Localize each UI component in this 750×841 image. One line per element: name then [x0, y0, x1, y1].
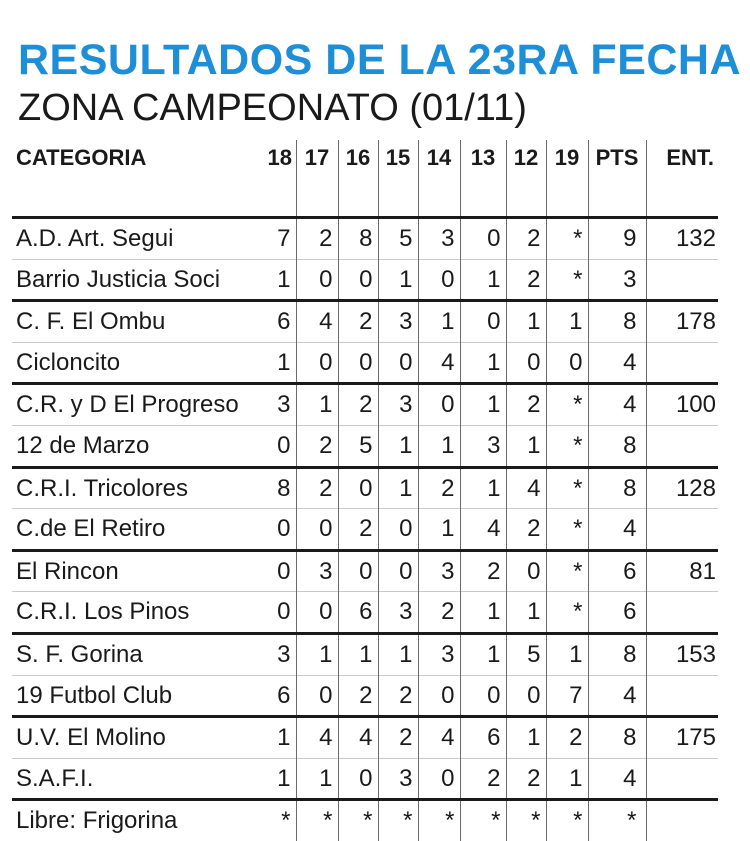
score-cell: *	[281, 807, 291, 835]
score-cell: 2	[296, 218, 338, 260]
tickets-cell	[646, 758, 718, 800]
score-cell: 6	[277, 681, 291, 709]
score-cell: 0	[277, 515, 291, 543]
score-cell: 1	[546, 633, 588, 675]
score-cell: 0	[296, 509, 338, 551]
score-cell: *	[506, 800, 546, 841]
score-cell: 1	[378, 467, 418, 509]
table-row	[12, 259, 718, 301]
tickets-cell	[646, 259, 718, 301]
score-cell: 0	[460, 675, 506, 717]
score-cell: 0	[418, 675, 460, 717]
score-cell: 2	[460, 550, 506, 592]
score-cell: 0	[277, 431, 291, 459]
score-cell: 1	[460, 633, 506, 675]
score-cell: *	[338, 800, 378, 841]
team-name-cell: A.D. Art. Segui	[16, 225, 174, 252]
team-name-cell: 19 Futbol Club	[16, 681, 173, 709]
team-name-cell: U.V. El Molino	[16, 724, 166, 752]
score-cell: 0	[338, 342, 378, 384]
tickets-cell	[646, 675, 718, 717]
score-cell: 4	[418, 717, 460, 759]
score-cell: 3	[378, 758, 418, 800]
points-cell: *	[588, 800, 646, 841]
score-cell: 0	[418, 384, 460, 426]
team-name-cell: S. F. Gorina	[16, 640, 143, 668]
score-cell: 3	[277, 640, 291, 668]
score-cell: 6	[338, 592, 378, 634]
score-cell: *	[546, 800, 588, 841]
team-name-cell: C.R.I. Los Pinos	[16, 598, 190, 626]
score-cell: 1	[506, 717, 546, 759]
score-cell: 4	[418, 342, 460, 384]
score-cell: 1	[277, 348, 291, 376]
score-cell: 0	[338, 259, 378, 301]
page-subtitle: ZONA CAMPEONATO (01/11)	[18, 87, 527, 129]
table-row	[12, 342, 718, 384]
score-cell: 4	[296, 301, 338, 343]
tickets-cell: 178	[646, 301, 718, 343]
score-cell: 2	[506, 384, 546, 426]
table-row	[12, 717, 718, 759]
score-cell: 1	[460, 467, 506, 509]
score-cell: 7	[277, 225, 291, 252]
points-cell: 4	[588, 342, 646, 384]
tickets-cell	[646, 509, 718, 551]
tickets-cell	[646, 425, 718, 467]
team-name-cell: Libre: Frigorina	[16, 807, 178, 835]
score-cell: 0	[338, 758, 378, 800]
table-row	[12, 800, 718, 841]
team-name-cell: C.R.I. Tricolores	[16, 474, 189, 502]
score-cell: 4	[460, 509, 506, 551]
tickets-cell: 128	[646, 467, 718, 509]
score-cell: 1	[296, 758, 338, 800]
score-cell: 6	[460, 717, 506, 759]
column-header: 15	[378, 140, 418, 218]
points-cell: 3	[588, 259, 646, 301]
table-row	[12, 550, 718, 592]
column-header: ENT.	[646, 140, 718, 218]
score-cell: 2	[338, 384, 378, 426]
table-row	[12, 301, 718, 343]
score-cell: 2	[506, 259, 546, 301]
score-cell: 6	[277, 308, 291, 336]
tickets-cell: 100	[646, 384, 718, 426]
score-cell: *	[546, 509, 588, 551]
column-header: PTS	[588, 140, 646, 218]
page-title: RESULTADOS DE LA 23RA FECHA	[18, 36, 742, 84]
team-name-cell: El Rincon	[16, 557, 119, 585]
score-cell: 2	[506, 218, 546, 260]
score-cell: 3	[418, 218, 460, 260]
score-cell: 1	[460, 592, 506, 634]
score-cell: 1	[378, 633, 418, 675]
column-header: 17	[296, 140, 338, 218]
score-cell: *	[546, 259, 588, 301]
score-cell: *	[546, 425, 588, 467]
score-cell: 5	[378, 218, 418, 260]
score-cell: 0	[506, 675, 546, 717]
score-cell: 2	[378, 675, 418, 717]
score-cell: 2	[296, 467, 338, 509]
score-cell: 2	[338, 301, 378, 343]
score-cell: 2	[506, 758, 546, 800]
score-cell: 2	[418, 467, 460, 509]
score-cell: 4	[506, 467, 546, 509]
team-name-cell: 12 de Marzo	[16, 431, 150, 459]
tickets-cell: 175	[646, 717, 718, 759]
column-header: 12	[506, 140, 546, 218]
table-row	[12, 675, 718, 717]
score-cell: 4	[338, 717, 378, 759]
table-row	[12, 384, 718, 426]
score-cell: 1	[546, 301, 588, 343]
score-cell: 1	[418, 425, 460, 467]
score-cell: 2	[506, 509, 546, 551]
score-cell: 2	[460, 758, 506, 800]
points-cell: 4	[588, 675, 646, 717]
score-cell: 1	[378, 259, 418, 301]
score-cell: 1	[277, 724, 291, 752]
points-cell: 6	[588, 550, 646, 592]
tickets-cell	[646, 342, 718, 384]
score-cell: 1	[378, 425, 418, 467]
score-cell: *	[546, 218, 588, 260]
column-header: 13	[460, 140, 506, 218]
score-cell: *	[460, 800, 506, 841]
column-header: CATEGORIA	[16, 145, 147, 170]
score-cell: 1	[506, 592, 546, 634]
tickets-cell	[646, 592, 718, 634]
score-cell: 3	[378, 384, 418, 426]
score-cell: 8	[277, 474, 291, 502]
score-cell: 0	[378, 509, 418, 551]
score-cell: 1	[460, 384, 506, 426]
score-cell: *	[546, 592, 588, 634]
score-cell: 8	[338, 218, 378, 260]
tickets-cell: 132	[646, 218, 718, 260]
score-cell: 0	[378, 342, 418, 384]
results-table	[12, 140, 718, 841]
score-cell: 1	[546, 758, 588, 800]
score-cell: *	[378, 800, 418, 841]
score-cell: 3	[460, 425, 506, 467]
score-cell: 2	[296, 425, 338, 467]
team-name-cell: Barrio Justicia Soci	[16, 265, 221, 293]
score-cell: 7	[546, 675, 588, 717]
score-cell: 3	[296, 550, 338, 592]
points-cell: 8	[588, 717, 646, 759]
table-row	[12, 218, 718, 260]
team-name-cell: C.R. y D El Progreso	[16, 391, 239, 419]
score-cell: 1	[277, 265, 291, 293]
points-cell: 8	[588, 467, 646, 509]
score-cell: 3	[418, 633, 460, 675]
score-cell: 2	[338, 509, 378, 551]
team-name-cell: C. F. El Ombu	[16, 308, 166, 336]
score-cell: 0	[460, 218, 506, 260]
score-cell: 0	[506, 342, 546, 384]
team-name-cell: S.A.F.I.	[16, 764, 94, 792]
table-header-row	[12, 140, 718, 218]
points-cell: 8	[588, 301, 646, 343]
table-row	[12, 592, 718, 634]
tickets-cell	[646, 800, 718, 841]
score-cell: *	[546, 467, 588, 509]
table-row	[12, 633, 718, 675]
score-cell: 5	[338, 425, 378, 467]
team-name-cell: C.de El Retiro	[16, 515, 166, 543]
score-cell: 4	[296, 717, 338, 759]
score-cell: 1	[296, 384, 338, 426]
results-table-body	[12, 218, 718, 841]
score-cell: 0	[296, 592, 338, 634]
score-cell: 1	[506, 301, 546, 343]
score-cell: 0	[277, 598, 291, 626]
team-name-cell: Cicloncito	[16, 348, 121, 376]
score-cell: 1	[277, 764, 291, 792]
score-cell: 0	[338, 550, 378, 592]
score-cell: 0	[506, 550, 546, 592]
score-cell: 1	[338, 633, 378, 675]
score-cell: 3	[378, 301, 418, 343]
score-cell: 1	[460, 342, 506, 384]
score-cell: *	[296, 800, 338, 841]
points-cell: 4	[588, 758, 646, 800]
table-row	[12, 509, 718, 551]
score-cell: 0	[460, 301, 506, 343]
score-cell: 0	[338, 467, 378, 509]
score-cell: 1	[296, 633, 338, 675]
score-cell: 1	[460, 259, 506, 301]
column-header: 14	[418, 140, 460, 218]
points-cell: 8	[588, 633, 646, 675]
score-cell: 0	[277, 557, 291, 585]
score-cell: 2	[378, 717, 418, 759]
score-cell: 0	[418, 259, 460, 301]
score-cell: *	[418, 800, 460, 841]
score-cell: 3	[418, 550, 460, 592]
score-cell: 0	[296, 675, 338, 717]
score-cell: *	[546, 550, 588, 592]
table-row	[12, 467, 718, 509]
points-cell: 6	[588, 592, 646, 634]
table-row	[12, 758, 718, 800]
score-cell: 0	[546, 342, 588, 384]
table-row	[12, 425, 718, 467]
points-cell: 8	[588, 425, 646, 467]
score-cell: 2	[338, 675, 378, 717]
score-cell: 3	[378, 592, 418, 634]
score-cell: 2	[546, 717, 588, 759]
score-cell: 1	[418, 509, 460, 551]
score-cell: 5	[506, 633, 546, 675]
score-cell: 1	[506, 425, 546, 467]
score-cell: 0	[296, 259, 338, 301]
tickets-cell: 81	[646, 550, 718, 592]
score-cell: 0	[378, 550, 418, 592]
score-cell: 1	[418, 301, 460, 343]
points-cell: 9	[588, 218, 646, 260]
score-cell: *	[546, 384, 588, 426]
score-cell: 3	[277, 391, 291, 419]
score-cell: 0	[418, 758, 460, 800]
column-header: 16	[338, 140, 378, 218]
points-cell: 4	[588, 384, 646, 426]
column-header: 18	[267, 145, 292, 170]
points-cell: 4	[588, 509, 646, 551]
tickets-cell: 153	[646, 633, 718, 675]
score-cell: 0	[296, 342, 338, 384]
column-header: 19	[546, 140, 588, 218]
score-cell: 2	[418, 592, 460, 634]
